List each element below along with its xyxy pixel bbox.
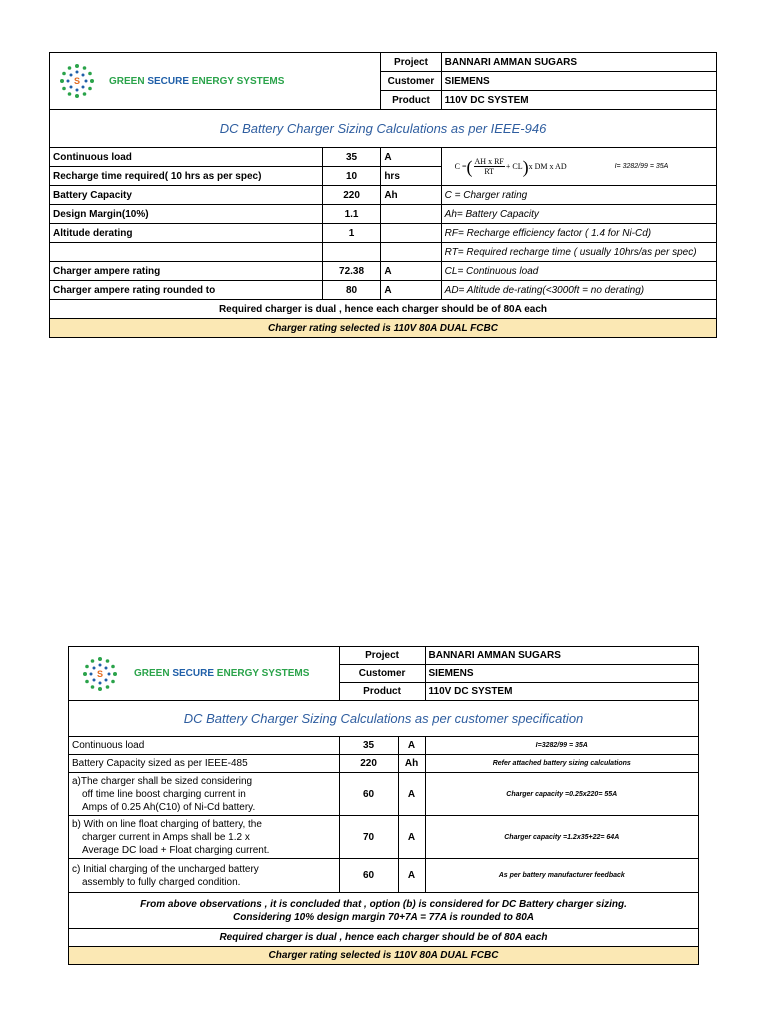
row-value: 10: [322, 167, 381, 186]
legend-item: RF= Recharge efficiency factor ( 1.4 for Ni-Cd): [441, 224, 716, 243]
required-charger-text: Required charger is dual , hence each charger should be of 80A each: [69, 929, 699, 947]
row-unit: A: [398, 816, 425, 859]
row-note: Charger capacity =0.25x220= 55A: [425, 773, 698, 816]
formula-cell: [441, 148, 716, 186]
selected-charger-rating: Charger rating selected is 110V 80A DUAL FCBC: [50, 319, 717, 338]
customer-label: Customer: [381, 72, 441, 91]
row-unit: Ah: [381, 186, 441, 205]
table-row: [69, 773, 699, 816]
row-unit: A: [398, 737, 425, 755]
sheet1-table: [49, 52, 717, 338]
svg-text:S: S: [96, 668, 104, 679]
row-label: b) With on line float charging of battery, the charger current in Amps shall be 1.2 x Average DC load + Float charging current.: [69, 816, 340, 859]
row-label: Continuous load: [69, 737, 340, 755]
customer-label: Customer: [339, 665, 425, 683]
dotted-sun-logo-icon: [59, 63, 95, 99]
row-value: 1.1: [322, 205, 381, 224]
table-row: [50, 186, 717, 205]
project-value: BANNARI AMMAN SUGARS: [441, 53, 716, 72]
product-value: 110V DC SYSTEM: [425, 683, 698, 701]
row-value: 70: [339, 816, 398, 859]
row-label: Charger ampere rating rounded to: [50, 281, 323, 300]
dotted-sun-logo-icon: [82, 656, 118, 692]
company-name: GREEN SECURE ENERGY SYSTEMS: [109, 75, 285, 87]
project-label: Project: [381, 53, 441, 72]
row-label: Design Margin(10%): [50, 205, 323, 224]
row-unit: [381, 205, 441, 224]
row-value: 220: [322, 186, 381, 205]
row-value: 60: [339, 773, 398, 816]
project-value: BANNARI AMMAN SUGARS: [425, 647, 698, 665]
row-label: Battery Capacity sized as per IEEE-485: [69, 755, 340, 773]
svg-text:S: S: [73, 76, 81, 86]
row-unit: A: [381, 148, 441, 167]
row-value: 220: [339, 755, 398, 773]
table-row: [50, 281, 717, 300]
legend-item: Ah= Battery Capacity: [441, 205, 716, 224]
table-row: [50, 148, 717, 167]
row-unit: A: [398, 773, 425, 816]
row-value: 60: [339, 859, 398, 893]
company-logo-cell: [69, 647, 340, 701]
row-unit: A: [381, 262, 441, 281]
row-unit: Ah: [398, 755, 425, 773]
row-note: As per battery manufacturer feedback: [425, 859, 698, 893]
row-note: I=3282/99 = 35A: [425, 737, 698, 755]
conclusion-text: From above observations , it is concluded that , option (b) is considered for DC Battery charger sizing. Considering 10% design margin 70+7A = 77A is rounded to 80A: [69, 893, 699, 929]
row-value: 35: [339, 737, 398, 755]
legend-item: RT= Required recharge time ( usually 10hrs/as per spec): [441, 243, 716, 262]
product-value: 110V DC SYSTEM: [441, 91, 716, 110]
product-label: Product: [381, 91, 441, 110]
row-unit: [381, 243, 441, 262]
row-value: 72.38: [322, 262, 381, 281]
required-charger-text: Required charger is dual , hence each charger should be of 80A each: [50, 300, 717, 319]
sheet1-title: DC Battery Charger Sizing Calculations as per IEEE-946: [50, 110, 717, 148]
row-label: Battery Capacity: [50, 186, 323, 205]
row-value: 1: [322, 224, 381, 243]
row-value: 35: [322, 148, 381, 167]
row-note: Refer attached battery sizing calculations: [425, 755, 698, 773]
product-label: Product: [339, 683, 425, 701]
sheet2-title: DC Battery Charger Sizing Calculations as per customer specification: [69, 701, 699, 737]
row-label: a)The charger shall be sized considering off time line boost charging current in Amps of 0.25 Ah(C10) of Ni-Cd battery.: [69, 773, 340, 816]
customer-value: SIEMENS: [425, 665, 698, 683]
row-label: c) Initial charging of the uncharged battery assembly to fully charged condition.: [69, 859, 340, 893]
company-name: GREEN SECURE ENERGY SYSTEMS: [134, 668, 310, 679]
table-row: [69, 859, 699, 893]
row-label: [50, 243, 323, 262]
row-value: [322, 243, 381, 262]
row-note: Charger capacity =1.2x35+22= 64A: [425, 816, 698, 859]
legend-item: C = Charger rating: [441, 186, 716, 205]
row-label: Continuous load: [50, 148, 323, 167]
company-logo-cell: [50, 53, 381, 110]
legend-item: AD= Altitude de-rating(<3000ft = no derating): [441, 281, 716, 300]
row-value: 80: [322, 281, 381, 300]
formula-note: I= 3282/99 = 35A: [614, 163, 669, 170]
charger-formula: C = ( $\frac{\text{AH x RF}}{RT}$ + CL ) x DM x AD I= 3282/99 = 35A: [454, 156, 669, 177]
table-row: [69, 737, 699, 755]
row-unit: A: [381, 281, 441, 300]
row-unit: hrs: [381, 167, 441, 186]
row-label: Recharge time required( 10 hrs as per spec): [50, 167, 323, 186]
table-row: [69, 755, 699, 773]
table-row: [50, 224, 717, 243]
row-label: Charger ampere rating: [50, 262, 323, 281]
row-unit: A: [398, 859, 425, 893]
project-label: Project: [339, 647, 425, 665]
selected-charger-rating: Charger rating selected is 110V 80A DUAL FCBC: [69, 947, 699, 965]
customer-value: SIEMENS: [441, 72, 716, 91]
table-row: [50, 205, 717, 224]
table-row: [50, 262, 717, 281]
table-row: [69, 816, 699, 859]
table-row: [50, 243, 717, 262]
row-unit: [381, 224, 441, 243]
row-label: Altitude derating: [50, 224, 323, 243]
legend-item: CL= Continuous load: [441, 262, 716, 281]
sheet2-table: [68, 646, 699, 965]
